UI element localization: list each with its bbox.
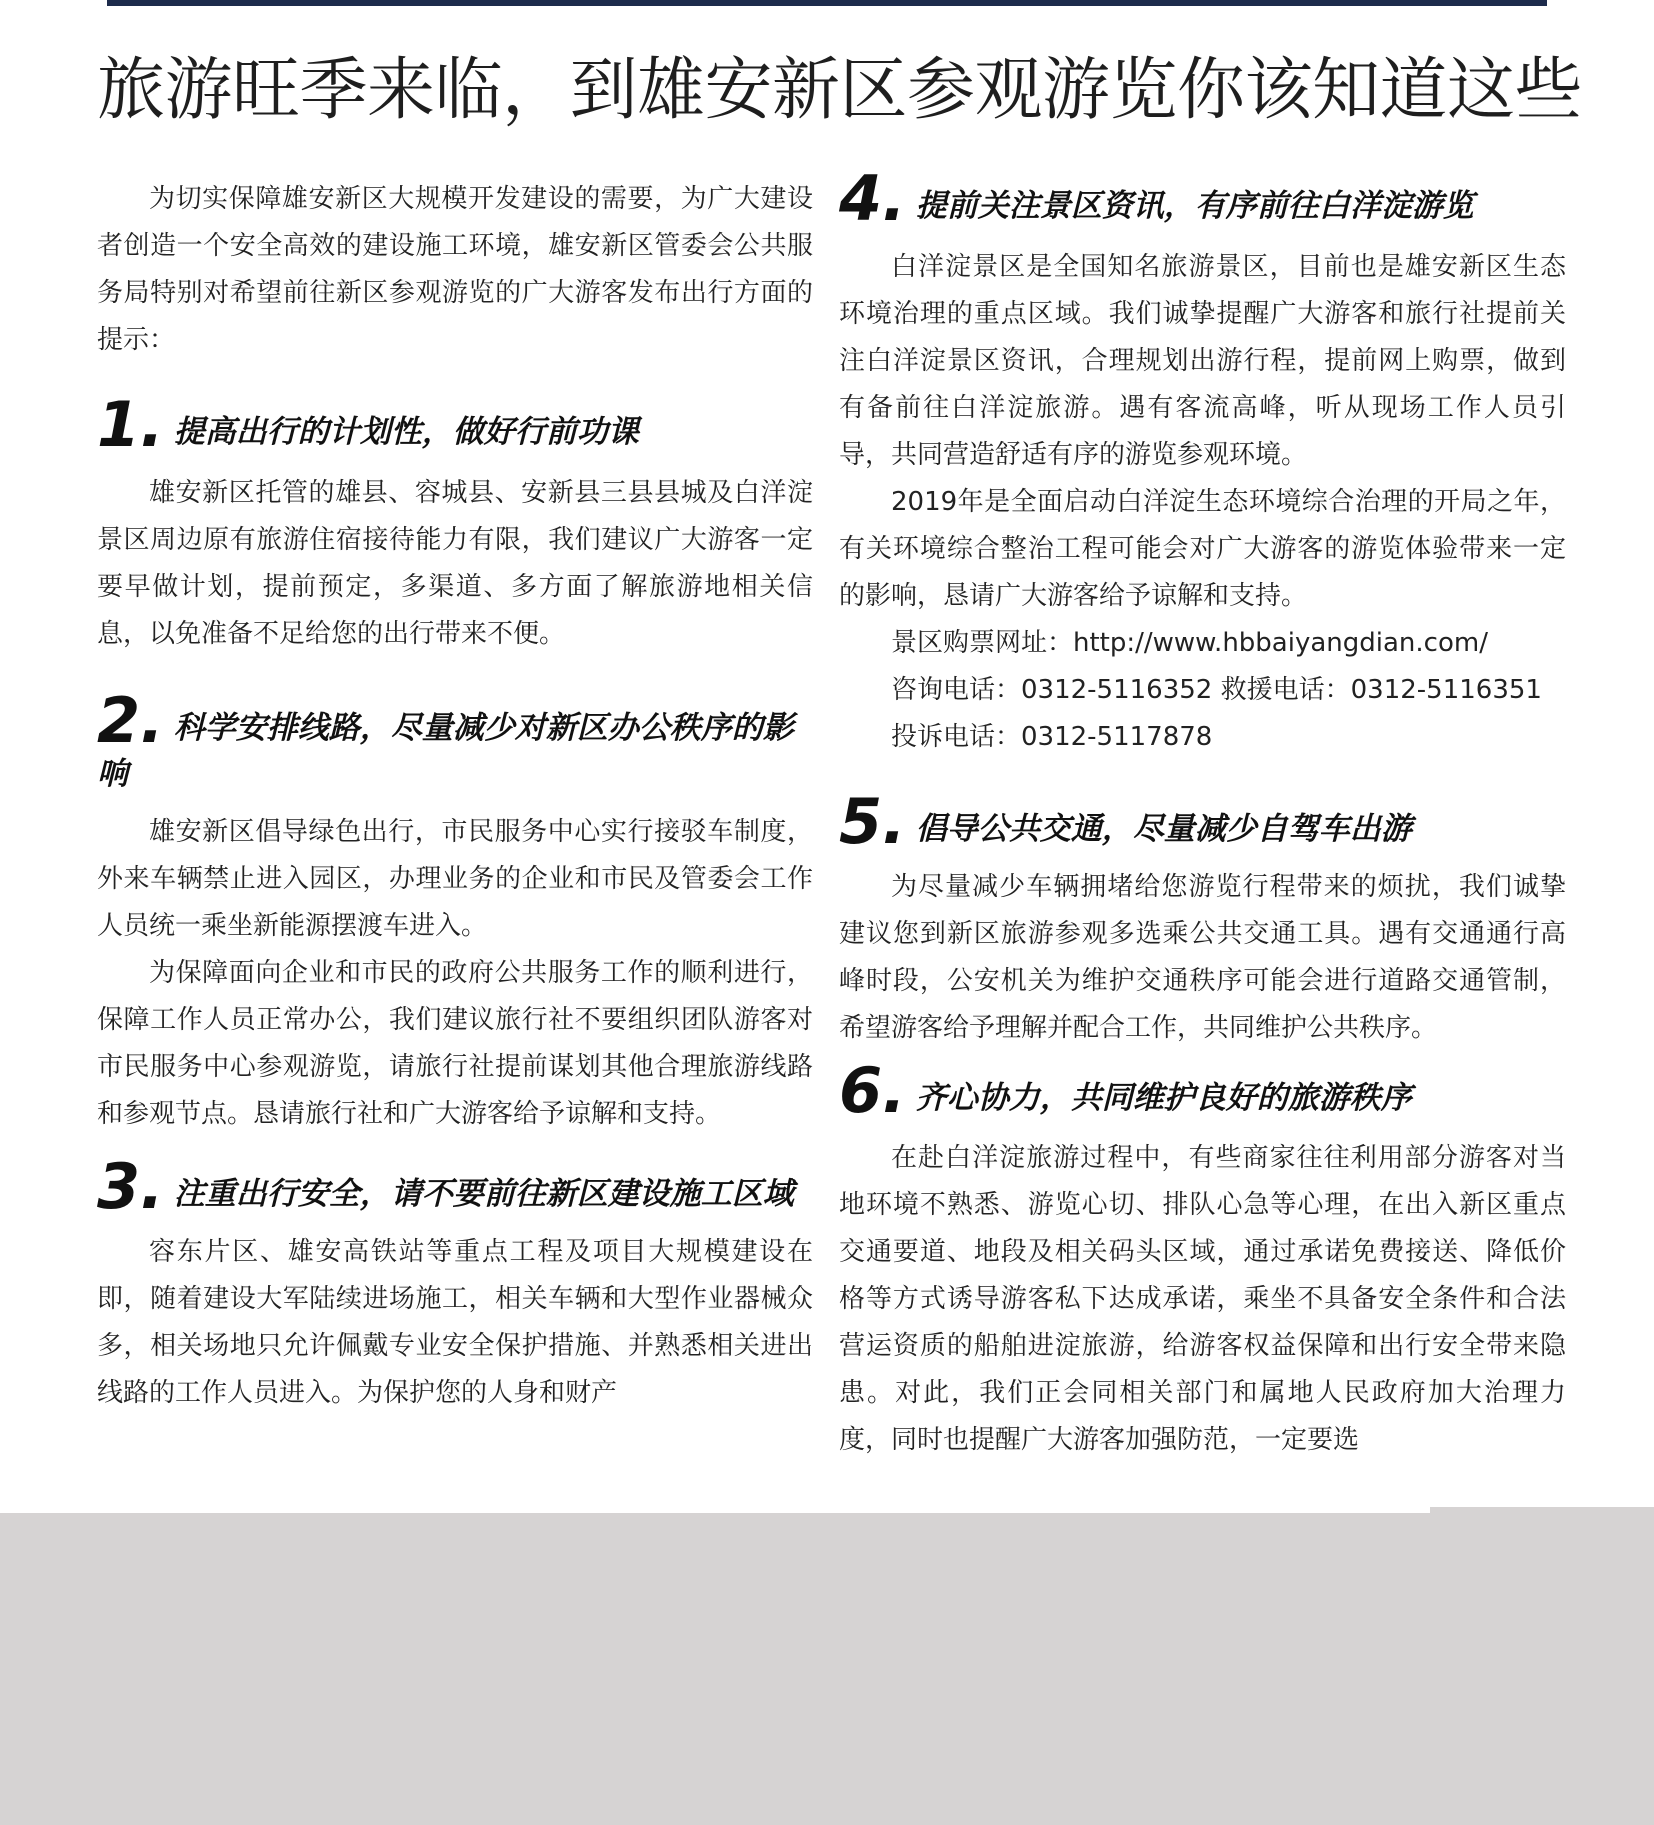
section-2-title: 科学安排线路，尽量减少对新区办公秩序的影响 bbox=[97, 710, 794, 792]
left-column bbox=[97, 176, 813, 1417]
section-1 bbox=[97, 388, 813, 658]
section-4-heading bbox=[839, 162, 1566, 235]
section-2-paragraph-1: 雄安新区倡导绿色出行，市民服务中心实行接驳车制度，外来车辆禁止进入园区，办理业务的企业和市民及管委会工作人员统一乘坐新能源摆渡车进入。 bbox=[97, 817, 813, 941]
section-1-title: 提高出行的计划性，做好行前功课 bbox=[173, 414, 639, 450]
section-6-title: 齐心协力，共同维护良好的旅游秩序 bbox=[915, 1080, 1412, 1116]
section-2 bbox=[97, 684, 813, 1138]
section-4-paragraph-2: 2019年是全面启动白洋淀生态环境综合治理的开局之年，有关环境综合整治工程可能会对广大游客的游览体验带来一定的影响，恳请广大游客给予谅解和支持。 bbox=[839, 487, 1566, 611]
contact-phones: 咨询电话：0312-5116352 救援电话：0312-5116351 bbox=[891, 675, 1542, 705]
section-4-number: 4. bbox=[839, 162, 906, 235]
section-4-title: 提前关注景区资讯，有序前往白洋淀游览 bbox=[915, 188, 1474, 224]
section-3-paragraph-1: 容东片区、雄安高铁站等重点工程及项目大规模建设在即，随着建设大军陆续进场施工，相关车辆和大型作业器械众多，相关场地只允许佩戴专业安全保护措施、并熟悉相关进出线路的工作人员进入。为保护您的人身和财产 bbox=[97, 1237, 813, 1408]
section-4 bbox=[839, 162, 1566, 761]
section-5 bbox=[839, 785, 1566, 1052]
section-2-heading bbox=[97, 684, 813, 797]
section-5-heading bbox=[839, 785, 1566, 858]
section-1-number: 1. bbox=[97, 388, 164, 461]
headline: 旅游旺季来临，到雄安新区参观游览你该知道这些 bbox=[97, 51, 1583, 130]
section-6-number: 6. bbox=[839, 1054, 906, 1127]
section-6-paragraph-1: 在赴白洋淀旅游过程中，有些商家往往利用部分游客对当地环境不熟悉、游览心切、排队心急等心理，在出入新区重点交通要道、地段及相关码头区域，通过承诺免费接送、降低价格等方式诱导游客私下达成承诺，乘坐不具备安全条件和合法营运资质的船舶进淀旅游，给游客权益保障和出行安全带来隐患。对此，我们正会同相关部门和属地人民政府加大治理力度，同时也提醒广大游客加强防范，一定要选 bbox=[839, 1143, 1566, 1455]
intro-paragraph: 为切实保障雄安新区大规模开发建设的需要，为广大建设者创造一个安全高效的建设施工环境，雄安新区管委会公共服务局特别对希望前往新区参观游览的广大游客发布出行方面的提示： bbox=[97, 184, 813, 355]
right-column bbox=[839, 162, 1566, 1464]
section-2-paragraph-2: 为保障面向企业和市民的政府公共服务工作的顺利进行，保障工作人员正常办公，我们建议旅行社不要组织团队游客对市民服务中心参观游览，请旅行社提前谋划其他合理旅游线路和参观节点。恳请旅行社和广大游客给予谅解和支持。 bbox=[97, 958, 813, 1129]
contact-ticket-url: 景区购票网址：http://www.hbbaiyangdian.com/ bbox=[891, 628, 1488, 658]
section-5-number: 5. bbox=[839, 785, 906, 858]
top-accent-bar bbox=[107, 0, 1547, 6]
section-6 bbox=[839, 1054, 1566, 1464]
section-1-heading bbox=[97, 388, 813, 461]
section-3-heading bbox=[97, 1150, 813, 1223]
cutoff-overlay bbox=[0, 1513, 1654, 1825]
section-2-number: 2. bbox=[97, 684, 164, 757]
section-3-title: 注重出行安全，请不要前往新区建设施工区域 bbox=[173, 1176, 794, 1212]
section-5-title: 倡导公共交通，尽量减少自驾车出游 bbox=[915, 811, 1412, 847]
section-3 bbox=[97, 1150, 813, 1417]
section-1-paragraph-1: 雄安新区托管的雄县、容城县、安新县三县县城及白洋淀景区周边原有旅游住宿接待能力有限，我们建议广大游客一定要早做计划，提前预定，多渠道、多方面了解旅游地相关信息，以免准备不足给您的出行带来不便。 bbox=[97, 478, 813, 649]
section-3-number: 3. bbox=[97, 1150, 164, 1223]
section-6-heading bbox=[839, 1054, 1566, 1127]
section-5-paragraph-1: 为尽量减少车辆拥堵给您游览行程带来的烦扰，我们诚挚建议您到新区旅游参观多选乘公共交通工具。遇有交通通行高峰时段，公安机关为维护交通秩序可能会进行道路交通管制，希望游客给予理解并配合工作，共同维护公共秩序。 bbox=[839, 872, 1566, 1043]
section-4-paragraph-1: 白洋淀景区是全国知名旅游景区，目前也是雄安新区生态环境治理的重点区域。我们诚挚提醒广大游客和旅行社提前关注白洋淀景区资讯，合理规划出游行程，提前网上购票，做到有备前往白洋淀旅游。遇有客流高峰，听从现场工作人员引导，共同营造舒适有序的游览参观环境。 bbox=[839, 252, 1566, 470]
contact-complaint-phone: 投诉电话：0312-5117878 bbox=[891, 722, 1213, 752]
